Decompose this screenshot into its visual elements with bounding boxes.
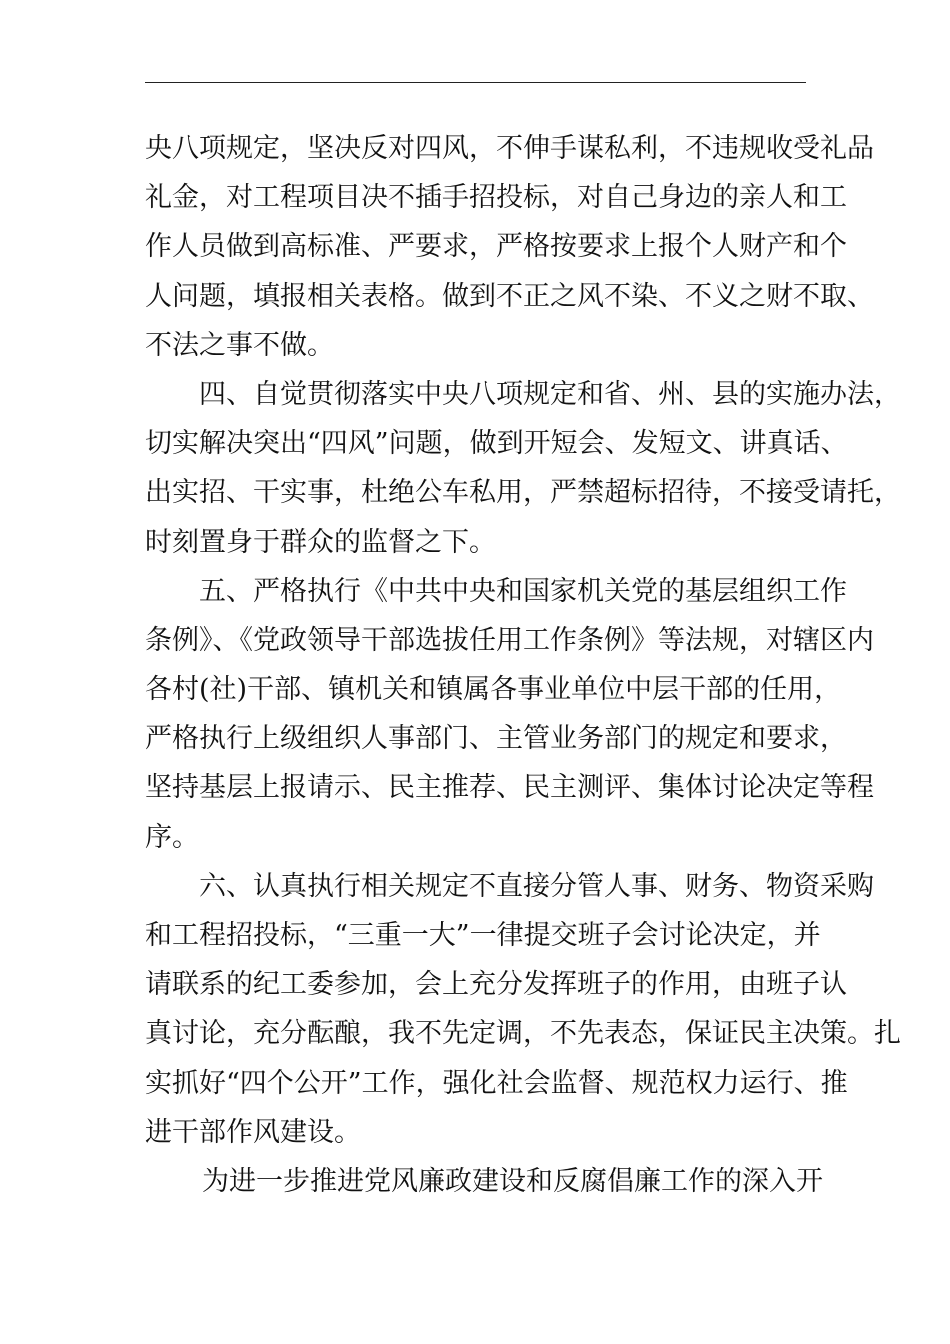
text-line: 礼金，对工程项目决不插手招投标，对自己身边的亲人和工 bbox=[145, 182, 847, 214]
text-line: 严格执行上级组织人事部门、主管业务部门的规定和要求， bbox=[145, 723, 847, 755]
text-line: 序。 bbox=[145, 821, 199, 853]
header-rule bbox=[145, 82, 806, 83]
text-line: 作人员做到高标准、严要求，严格按要求上报个人财产和个 bbox=[145, 231, 847, 263]
text-line: 请联系的纪工委参加，会上充分发挥班子的作用，由班子认 bbox=[145, 969, 847, 1001]
text-line: 不法之事不做。 bbox=[145, 329, 334, 361]
text-line: 各村(社)干部、镇机关和镇属各事业单位中层干部的任用， bbox=[145, 674, 842, 706]
text-line: 时刻置身于群众的监督之下。 bbox=[145, 526, 496, 558]
paragraph-four-start: 四、自觉贯彻落实中央八项规定和省、州、县的实施办法， bbox=[199, 378, 901, 410]
text-line: 条例》、《党政领导干部选拔任用工作条例》等法规，对辖区内 bbox=[145, 624, 874, 656]
paragraph-five-start: 五、严格执行《中共中央和国家机关党的基层组织工作 bbox=[199, 575, 847, 607]
document-body bbox=[145, 124, 901, 1206]
text-line: 进干部作风建设。 bbox=[145, 1116, 361, 1148]
text-line: 切实解决突出“四风”问题，做到开短会、发短文、讲真话、 bbox=[145, 428, 848, 460]
text-line: 人问题，填报相关表格。做到不正之风不染、不义之财不取、 bbox=[145, 280, 874, 312]
text-line: 央八项规定，坚决反对四风，不伸手谋私利，不违规收受礼品 bbox=[145, 133, 874, 164]
closing-paragraph-start: 为进一步推进党风廉政建设和反腐倡廉工作的深入开 bbox=[202, 1165, 823, 1197]
paragraph-six-start: 六、认真执行相关规定不直接分管人事、财务、物资采购 bbox=[199, 870, 874, 902]
text-line: 和工程招投标，“三重一大”一律提交班子会讨论决定，并 bbox=[145, 920, 821, 951]
text-line: 真讨论，充分酝酿，我不先定调，不先表态，保证民主决策。扎 bbox=[145, 1018, 901, 1050]
text-line: 实抓好“四个公开”工作，强化社会监督、规范权力运行、推 bbox=[145, 1067, 848, 1099]
text-line: 坚持基层上报请示、民主推荐、民主测评、集体讨论决定等程 bbox=[145, 772, 874, 804]
text-line: 出实招、干实事，杜绝公车私用，严禁超标招待，不接受请托， bbox=[145, 477, 901, 509]
